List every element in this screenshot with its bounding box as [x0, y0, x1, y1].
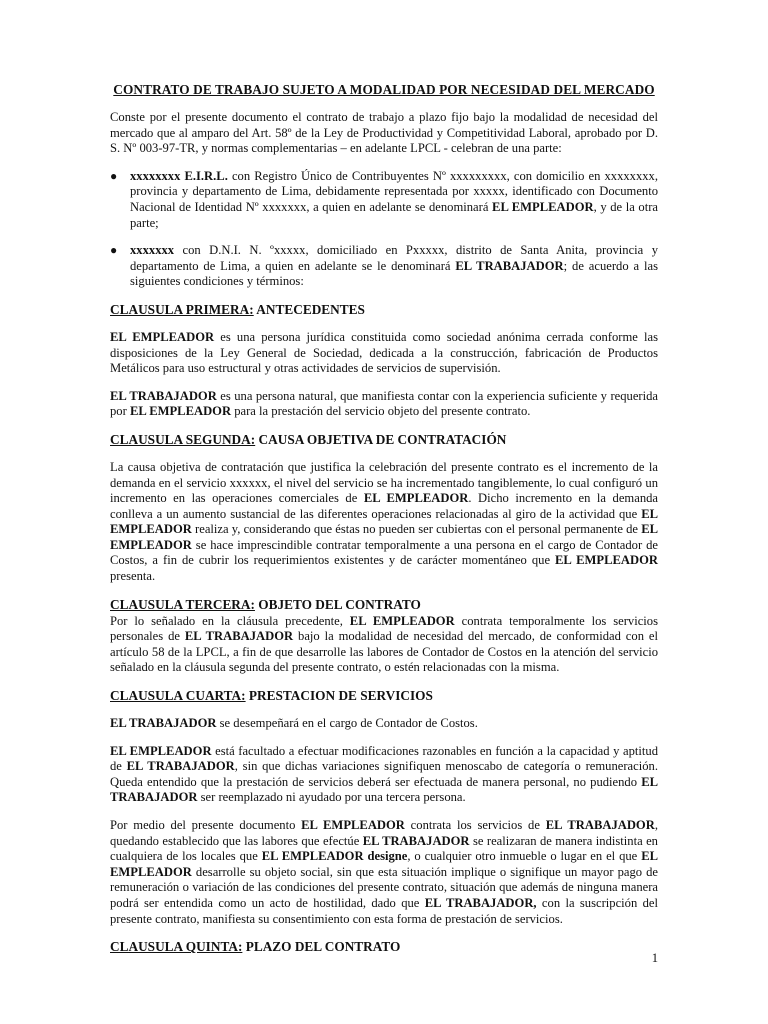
- clause-1-title: ANTECEDENTES: [253, 301, 365, 317]
- paragraph-text: se realizaran de manera indistinta en cualquiera de los locales que: [110, 833, 658, 864]
- clause-5-label: CLAUSULA QUINTA:: [110, 939, 243, 955]
- bold-term: EL EMPLEADOR: [110, 849, 658, 879]
- bold-term: EL EMPLEADOR: [555, 553, 658, 568]
- bold-term: EL TRABAJADOR: [110, 388, 217, 403]
- paragraph-text: para la prestación del servicio objeto del presente contrato.: [231, 404, 531, 419]
- clause-2-label: CLAUSULA SEGUNDA:: [110, 431, 256, 447]
- intro-paragraph: Conste por el presente documento el contrato de trabajo a plazo fijo bajo la modalidad de necesidad del mercado que al amparo del Art. 58º de la Ley de Productividad y Competitividad Laboral, aprobado por D. S. Nº 003-97-TR, y normas complementarias – en adelante LPCL - celebran de una parte:: [110, 110, 658, 156]
- paragraph-text: contrata temporalmente los servicios personales de: [110, 613, 658, 644]
- clause-1-paragraph-1: [110, 330, 658, 377]
- paragraph-text: . Dicho incremento en la demanda conlleva a un aumento sustancial de las diferentes operaciones relacionadas al giro de la actividad que: [110, 491, 658, 521]
- paragraph-text: es una persona jurídica constituida como sociedad anónima cerrada conforme las disposiciones de la Ley General de Sociedad, dedicada a la construcción, fabricación de Productos Metálicos para uso estructural y otras actividades de servicios de supervisión.: [110, 329, 659, 376]
- party-worker-text-end: ; de acuerdo a las siguientes condiciones y términos:: [130, 258, 658, 289]
- clause-4-paragraph-3: [110, 818, 658, 927]
- clause-3-title: OBJETO DEL CONTRATO: [254, 596, 421, 612]
- paragraph-text: se hace imprescindible contratar temporalmente a una persona en el cargo de Contador de Costos, a fin de cubrir los requerimientos existentes y de carácter momentáneo que: [110, 537, 658, 568]
- bold-term: EL EMPLEADOR: [363, 491, 469, 506]
- clause-2-heading: [110, 432, 658, 448]
- bold-term: EL TRABAJADOR,: [424, 895, 537, 910]
- bold-term: EL TRABAJADOR: [184, 629, 294, 644]
- bold-term: EL TRABAJADOR: [110, 716, 217, 731]
- page-number: 1: [651, 951, 658, 965]
- paragraph-text: , quedando establecido que las labores que efectúe: [110, 818, 658, 848]
- paragraph-text: es una persona natural, que manifiesta contar con la experiencia suficiente y requerida por: [110, 388, 658, 419]
- employer-role: EL EMPLEADOR: [492, 199, 594, 214]
- bullet-icon: ●: [110, 243, 118, 258]
- worker-role: EL TRABAJADOR: [455, 258, 564, 273]
- bold-term: EL EMPLEADOR: [301, 818, 405, 832]
- paragraph-text: , o cualquier otro inmueble o lugar en el que: [407, 849, 642, 864]
- party-employer-text-end: , y de la otra parte;: [130, 199, 658, 230]
- bold-term: EL EMPLEADOR designe: [261, 849, 408, 864]
- clause-4-paragraph-2: [110, 744, 658, 806]
- paragraph-text: realiza y, considerando que éstas no pueden ser cubiertas con el personal permanente de: [191, 522, 642, 537]
- document-title: CONTRATO DE TRABAJO SUJETO A MODALIDAD POR NECESIDAD DEL MERCADO: [113, 82, 655, 97]
- party-employer-item: [110, 169, 658, 231]
- paragraph-text: Por medio del presente documento: [110, 818, 302, 832]
- clause-4-paragraph-1: [110, 716, 658, 732]
- bold-term: EL TRABAJADOR: [545, 818, 655, 832]
- clause-1-paragraph-2: [110, 389, 658, 420]
- paragraph-text: con la suscripción del presente contrato, manifiesta su consentimiento con esta forma de prestación de servicios.: [110, 895, 658, 926]
- paragraph-text: Por lo señalado en la cláusula precedente,: [110, 613, 350, 628]
- clause-3-paragraph-1: [110, 614, 658, 676]
- clause-4-heading: [110, 688, 658, 704]
- paragraph-text: desarrolle su objeto social, sin que esta situación implique o signifique un mayor pago de remuneración o variación de las condiciones del presente contrato, situación que además de ninguna manera podrá ser entendida como un acto de hostilidad, dado que: [110, 864, 658, 910]
- clause-5-heading: [110, 939, 658, 955]
- paragraph-text: se desempeñará en el cargo de Contador de Costos.: [216, 716, 478, 731]
- party-worker-text: con D.N.I. N. ºxxxxx, domiciliado en Pxxxxx, distrito de Santa Anita, provincia y departamento de Lima, a quien en adelante se le denominará: [130, 243, 658, 273]
- party-worker-item: [110, 243, 658, 290]
- clause-1-label: CLAUSULA PRIMERA:: [110, 301, 254, 317]
- worker-name: xxxxxxx: [130, 243, 175, 258]
- paragraph-text: contrata los servicios de: [404, 818, 546, 832]
- bold-term: EL EMPLEADOR: [110, 506, 658, 537]
- paragraph-text: ser reemplazado ni ayudado por una tercera persona.: [197, 790, 466, 805]
- clause-2-paragraph-1: [110, 460, 658, 585]
- clause-1-heading: [110, 302, 658, 318]
- clause-4-title: PRESTACION DE SERVICIOS: [245, 688, 433, 704]
- bold-term: EL EMPLEADOR: [110, 329, 215, 344]
- paragraph-text: bajo la modalidad de necesidad del mercado, de conformidad con el artículo 58 de la LPCL, a fin de que desarrolle las labores de Contador de Costos en la atención del servicio señalado en la cláusula segunda del presente contrato, o estén relacionadas con la misma.: [110, 629, 658, 675]
- bold-term: EL TRABAJADOR: [110, 774, 658, 805]
- bold-term: EL EMPLEADOR: [110, 522, 658, 552]
- clause-5-title: PLAZO DEL CONTRATO: [242, 939, 401, 955]
- bold-term: EL EMPLEADOR: [129, 404, 232, 419]
- paragraph-text: está facultado a efectuar modificaciones razonables en función a la capacidad y aptitud de: [110, 743, 658, 774]
- bold-term: EL TRABAJADOR: [362, 833, 470, 848]
- employer-company-name: xxxxxxxx E.I.R.L.: [130, 168, 228, 183]
- clause-2-title: CAUSA OBJETIVA DE CONTRATACIÓN: [255, 431, 507, 447]
- paragraph-text: La causa objetiva de contratación que justifica la celebración del presente contrato es el incremento de la demanda en el servicio xxxxxx, el nivel del servicio se ha incrementado tangiblemente, lo cual configuró un incremento en las operaciones comerciales de: [110, 459, 658, 506]
- bold-term: EL TRABAJADOR: [126, 759, 235, 774]
- paragraph-text: , sin que dichas variaciones signifiquen menoscabo de categoría o remuneración. Queda entendido que la prestación de servicios deberá ser efectuada de manera personal, no pudiendo: [110, 759, 658, 789]
- bullet-icon: ●: [110, 168, 118, 183]
- clause-3-heading: [110, 597, 658, 613]
- paragraph-text: presenta.: [110, 569, 156, 584]
- clause-3-label: CLAUSULA TERCERA:: [110, 596, 255, 612]
- bold-term: EL EMPLEADOR: [110, 743, 212, 758]
- party-employer-text: con Registro Único de Contribuyentes Nº xxxxxxxxx, con domicilio en xxxxxxxx, provincia y departamento de Lima, debidamente representada por xxxxx, identificado con Documento Nacional de Identidad Nº xxxxxxx, a quien en adelante se denominará: [130, 168, 658, 214]
- clause-4-label: CLAUSULA CUARTA:: [110, 688, 246, 704]
- bold-term: EL EMPLEADOR: [349, 613, 455, 628]
